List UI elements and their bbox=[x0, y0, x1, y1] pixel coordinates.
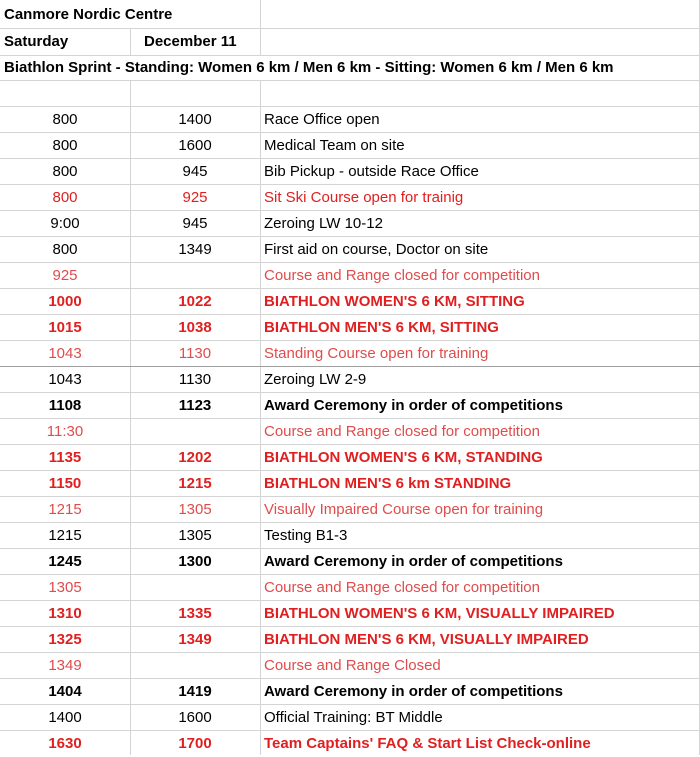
start-time: 1015 bbox=[48, 319, 82, 336]
end-time: 1349 bbox=[178, 631, 212, 648]
end-time: 1038 bbox=[178, 319, 212, 336]
end-time bbox=[130, 263, 260, 289]
start-time: 800 bbox=[52, 189, 78, 206]
start-time: 800 bbox=[52, 241, 78, 258]
end-time: 1335 bbox=[178, 605, 212, 622]
end-time: 1600 bbox=[178, 709, 212, 726]
schedule-row bbox=[0, 315, 700, 341]
end-time: 1700 bbox=[178, 735, 212, 752]
activity: Race Office open bbox=[264, 111, 380, 128]
schedule-row bbox=[0, 731, 700, 757]
start-time: 800 bbox=[52, 111, 78, 128]
schedule-row bbox=[0, 575, 700, 601]
activity: BIATHLON WOMEN'S 6 KM, SITTING bbox=[264, 293, 525, 310]
start-time: 1404 bbox=[48, 683, 82, 700]
start-time: 1400 bbox=[48, 709, 82, 726]
end-time: 1400 bbox=[178, 111, 212, 128]
activity: Award Ceremony in order of competitions bbox=[264, 553, 563, 570]
schedule-row bbox=[0, 211, 700, 237]
start-time: 1325 bbox=[48, 631, 82, 648]
start-time: 925 bbox=[52, 267, 78, 284]
start-time: 800 bbox=[52, 137, 78, 154]
day-label: Saturday bbox=[4, 33, 69, 50]
start-time: 9:00 bbox=[50, 215, 80, 232]
activity: BIATHLON MEN'S 6 KM, VISUALLY IMPAIRED bbox=[264, 631, 589, 648]
schedule-row bbox=[0, 367, 700, 393]
activity: Course and Range Closed bbox=[264, 657, 441, 674]
activity: Medical Team on site bbox=[264, 137, 405, 154]
end-time: 1202 bbox=[178, 449, 212, 466]
schedule-row bbox=[0, 601, 700, 627]
activity: BIATHLON WOMEN'S 6 KM, VISUALLY IMPAIRED bbox=[264, 605, 615, 622]
start-time: 800 bbox=[52, 163, 78, 180]
schedule-row bbox=[0, 341, 700, 367]
start-time: 1135 bbox=[48, 449, 82, 466]
schedule-row bbox=[0, 653, 700, 679]
schedule-row bbox=[0, 263, 700, 289]
schedule-row bbox=[0, 159, 700, 185]
start-time: 1000 bbox=[48, 293, 82, 310]
schedule-row bbox=[0, 679, 700, 705]
activity: BIATHLON WOMEN'S 6 KM, STANDING bbox=[264, 449, 543, 466]
schedule-row bbox=[0, 471, 700, 497]
start-time: 1215 bbox=[48, 527, 82, 544]
schedule-row bbox=[0, 523, 700, 549]
start-time: 1305 bbox=[48, 579, 82, 596]
activity: Zeroing LW 10-12 bbox=[264, 215, 383, 232]
activity: Zeroing LW 2-9 bbox=[264, 371, 367, 388]
activity: Team Captains' FAQ & Start List Check-online bbox=[264, 735, 591, 752]
start-time: 1150 bbox=[48, 475, 82, 492]
schedule-row bbox=[0, 237, 700, 263]
activity: Course and Range closed for competition bbox=[264, 579, 540, 596]
activity: Award Ceremony in order of competitions bbox=[264, 397, 563, 414]
start-time: 1310 bbox=[48, 605, 82, 622]
end-time: 1349 bbox=[178, 241, 212, 258]
activity: First aid on course, Doctor on site bbox=[264, 241, 489, 258]
schedule-row bbox=[0, 627, 700, 653]
header-event-row bbox=[0, 55, 700, 81]
start-time: 1215 bbox=[48, 501, 82, 518]
start-time: 1043 bbox=[48, 371, 82, 388]
activity: Visually Impaired Course open for training bbox=[264, 501, 544, 518]
schedule-row bbox=[0, 185, 700, 211]
activity: BIATHLON MEN'S 6 KM, SITTING bbox=[264, 319, 499, 336]
schedule-row bbox=[0, 445, 700, 471]
end-time: 1123 bbox=[178, 397, 212, 414]
schedule-row bbox=[0, 107, 700, 133]
activity: Testing B1-3 bbox=[264, 527, 348, 544]
start-time: 1245 bbox=[48, 553, 82, 570]
start-time: 1043 bbox=[48, 345, 82, 362]
activity: BIATHLON MEN'S 6 km STANDING bbox=[264, 475, 512, 492]
schedule-row bbox=[0, 393, 700, 419]
end-time bbox=[130, 653, 260, 679]
activity: Sit Ski Course open for trainig bbox=[264, 189, 464, 206]
date-label: December 11 bbox=[144, 33, 237, 50]
end-time: 1130 bbox=[178, 371, 212, 388]
end-time: 1305 bbox=[178, 501, 212, 518]
end-time bbox=[130, 575, 260, 601]
start-time: 1630 bbox=[48, 735, 82, 752]
end-time: 1419 bbox=[178, 683, 212, 700]
schedule-row bbox=[0, 497, 700, 523]
event-title: Biathlon Sprint - Standing: Women 6 km / Men 6 km - Sitting: Women 6 km / Men 6 km bbox=[4, 59, 614, 76]
schedule-row bbox=[0, 549, 700, 575]
end-time: 925 bbox=[182, 189, 208, 206]
schedule-row bbox=[0, 419, 700, 445]
end-time: 945 bbox=[182, 215, 208, 232]
end-time: 1300 bbox=[178, 553, 212, 570]
schedule-row bbox=[0, 705, 700, 731]
schedule-row bbox=[0, 133, 700, 159]
end-time: 1022 bbox=[178, 293, 212, 310]
end-time: 945 bbox=[182, 163, 208, 180]
end-time: 1600 bbox=[178, 137, 212, 154]
end-time: 1305 bbox=[178, 527, 212, 544]
activity: Course and Range closed for competition bbox=[264, 423, 540, 440]
start-time: 1349 bbox=[48, 657, 82, 674]
activity: Official Training: BT Middle bbox=[264, 709, 443, 726]
end-time: 1215 bbox=[178, 475, 212, 492]
activity: Course and Range closed for competition bbox=[264, 267, 540, 284]
schedule-row bbox=[0, 289, 700, 315]
venue-title: Canmore Nordic Centre bbox=[4, 6, 173, 23]
start-time: 1108 bbox=[48, 397, 82, 414]
activity: Standing Course open for training bbox=[264, 345, 489, 362]
activity: Bib Pickup - outside Race Office bbox=[264, 163, 479, 180]
activity: Award Ceremony in order of competitions bbox=[264, 683, 563, 700]
header-venue-row bbox=[0, 2, 700, 28]
end-time: 1130 bbox=[178, 345, 212, 362]
header-date-row bbox=[0, 29, 700, 55]
start-time: 11:30 bbox=[46, 423, 84, 440]
end-time bbox=[130, 419, 260, 445]
